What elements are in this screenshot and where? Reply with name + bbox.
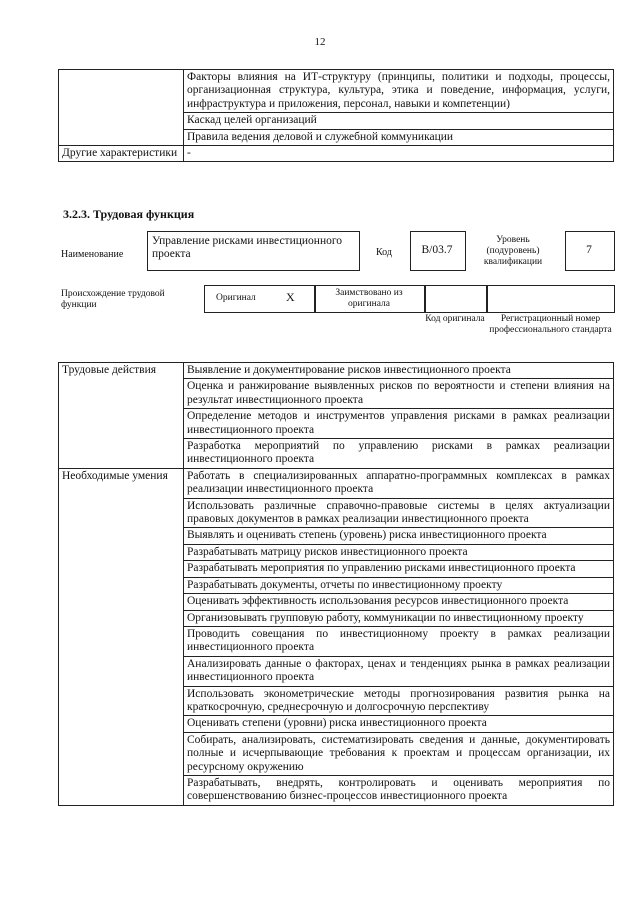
code-original-box [424, 285, 488, 313]
origin-label: Происхождение трудовой функции [61, 289, 165, 310]
list-item: Выявлять и оценивать степень (уровень) риска инвестиционного проекта [184, 528, 614, 544]
group-label: Необходимые умения [59, 468, 184, 805]
list-item: Разрабатывать матрицу рисков инвестиционного проекта [184, 544, 614, 560]
original-mark: X [286, 290, 295, 304]
list-item: Разрабатывать, внедрять, контролировать и оценивать мероприятия по совершенствованию бизнес-процессов инвестиционного проекта [184, 775, 614, 805]
list-item: Оценивать эффективность использования ресурсов инвестиционного проекта [184, 594, 614, 610]
group-label: Трудовые действия [59, 363, 184, 469]
list-item: Использовать различные справочно-правовые системы в целях актуализации правовых документов в рамках реализации инвестиционного проекта [184, 498, 614, 528]
borrowed-label: Заимствовано из оригинала [335, 288, 403, 309]
list-item: Оценивать степени (уровни) риска инвестиционного проекта [184, 716, 614, 732]
top-table [58, 69, 614, 162]
list-item: Анализировать данные о факторах, ценах и тенденциях рынка в рамках реализации инвестиционного проекта [184, 656, 614, 686]
list-item: Собирать, анализировать, систематизировать сведения и данные, документировать полные и исчерпывающие требования к проектам и процессам организации, их ресурсному окружению [184, 732, 614, 775]
list-item: Разрабатывать документы, отчеты по инвестиционному проекту [184, 577, 614, 593]
list-item: Разработка мероприятий по управлению рисками в рамках реализации инвестиционного проекта [184, 439, 614, 469]
list-item: Разрабатывать мероприятия по управлению рисками инвестиционного проекта [184, 561, 614, 577]
row-value: - [184, 146, 614, 162]
list-item: Организовывать групповую работу, коммуникации по инвестиционному проекту [184, 610, 614, 626]
name-label: Наименование [61, 249, 124, 260]
table-row [59, 146, 614, 162]
table-row [59, 363, 614, 379]
code-original-label: Код оригинала [425, 314, 485, 324]
main-table [58, 362, 614, 806]
list-item: Определение методов и инструментов управления рисками в рамках реализации инвестиционного проекта [184, 409, 614, 439]
level-label: Уровень (подуровень) квалификации [483, 235, 543, 267]
section-title: 3.2.3. Трудовая функция [63, 207, 195, 221]
code-label: Код [376, 247, 392, 258]
reg-number-box [486, 285, 615, 313]
row-value: Каскад целей организаций [184, 113, 614, 129]
list-item: Проводить совещания по инвестиционному проекту в рамках реализации инвестиционного проекта [184, 626, 614, 656]
table-row [59, 468, 614, 498]
list-item: Выявление и документирование рисков инвестиционного проекта [184, 363, 614, 379]
code-value: B/03.7 [421, 244, 453, 256]
reg-number-label: Регистрационный номер профессионального стандарта [489, 314, 612, 335]
table-row [59, 70, 614, 113]
row-value: Правила ведения деловой и служебной коммуникации [184, 129, 614, 145]
row-label: Другие характеристики [59, 146, 184, 162]
page-number: 12 [314, 36, 326, 48]
name-value: Управление рисками инвестиционного проекта [152, 235, 343, 260]
original-label: Оригинал [216, 293, 256, 303]
list-item: Использовать эконометрические методы прогнозирования развития рынка на краткосрочную, среднесрочную и долгосрочную перспективу [184, 686, 614, 716]
row-value: Факторы влияния на ИТ-структуру (принципы, политики и подходы, процессы, организационная структура, культура, этика и поведение, информация, услуги, инфраструктура и приложения, персонал, навыки и компетенции) [184, 70, 614, 113]
level-value: 7 [586, 244, 592, 256]
list-item: Работать в специализированных аппаратно-программных комплексах в рамках реализации инвестиционного проекта [184, 468, 614, 498]
list-item: Оценка и ранжирование выявленных рисков по вероятности и степени влияния на результат инвестиционного проекта [184, 379, 614, 409]
row-label [59, 70, 184, 146]
